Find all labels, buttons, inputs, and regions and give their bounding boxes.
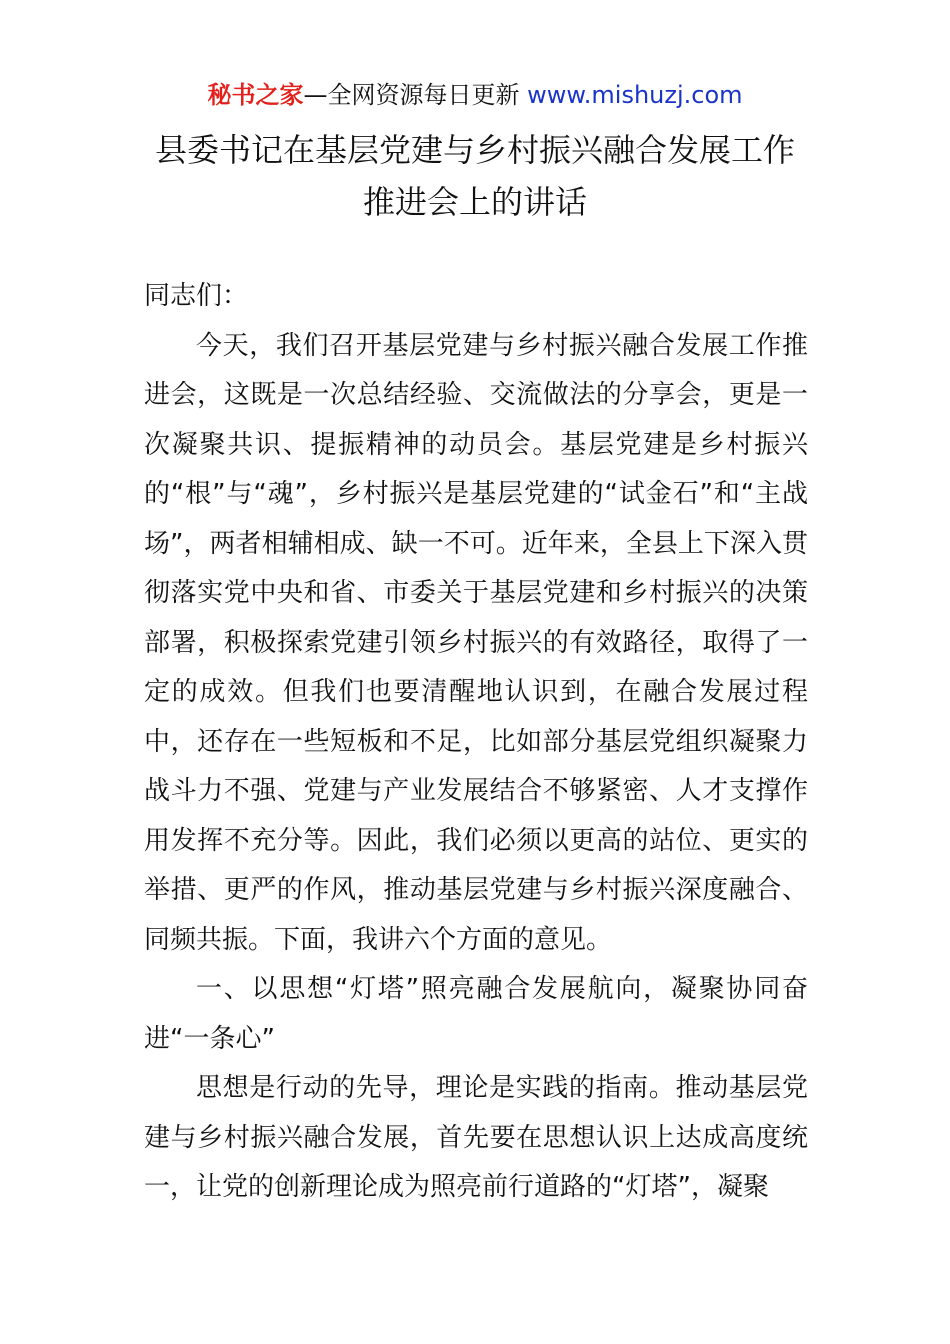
document-body xyxy=(144,272,808,1213)
salutation: 同志们： xyxy=(144,281,249,311)
site-header xyxy=(0,78,950,112)
title-line-2: 推进会上的讲话 xyxy=(362,183,587,221)
section-heading-1: 一、以思想“灯塔”照亮融合发展航向，凝聚协同奋进“一条心” xyxy=(144,974,808,1054)
title-line-1: 县委书记在基层党建与乡村振兴融合发展工作 xyxy=(154,131,795,169)
site-url[interactable]: www.mishuzj.com xyxy=(527,81,743,109)
paragraph-section-1: 思想是行动的先导，理论是实践的指南。推动基层党建与乡村振兴融合发展，首先要在思想认识上达成高度统一，让党的创新理论成为照亮前行道路的“灯塔”，凝聚 xyxy=(144,1073,808,1202)
brand-name: 秘书之家 xyxy=(207,81,304,109)
document-title xyxy=(60,124,890,228)
paragraph-intro: 今天，我们召开基层党建与乡村振兴融合发展工作推进会，这既是一次总结经验、交流做法的分享会，更是一次凝聚共识、提振精神的动员会。基层党建是乡村振兴的“根”与“魂”，乡村振兴是基层党建的“试金石”和“主战场”，两者相辅相成、缺一不可。近年来，全县上下深入贯彻落实党中央和省、市委关于基层党建和乡村振兴的决策部署，积极探索党建引领乡村振兴的有效路径，取得了一定的成效。但我们也要清醒地认识到，在融合发展过程中，还存在一些短板和不足，比如部分基层党组织凝聚力战斗力不强、党建与产业发展结合不够紧密、人才支撑作用发挥不充分等。因此，我们必须以更高的站位、更实的举措、更严的作风，推动基层党建与乡村振兴深度融合、同频共振。下面，我讲六个方面的意见。 xyxy=(144,330,808,955)
header-tagline: —全网资源每日更新 xyxy=(303,81,520,109)
